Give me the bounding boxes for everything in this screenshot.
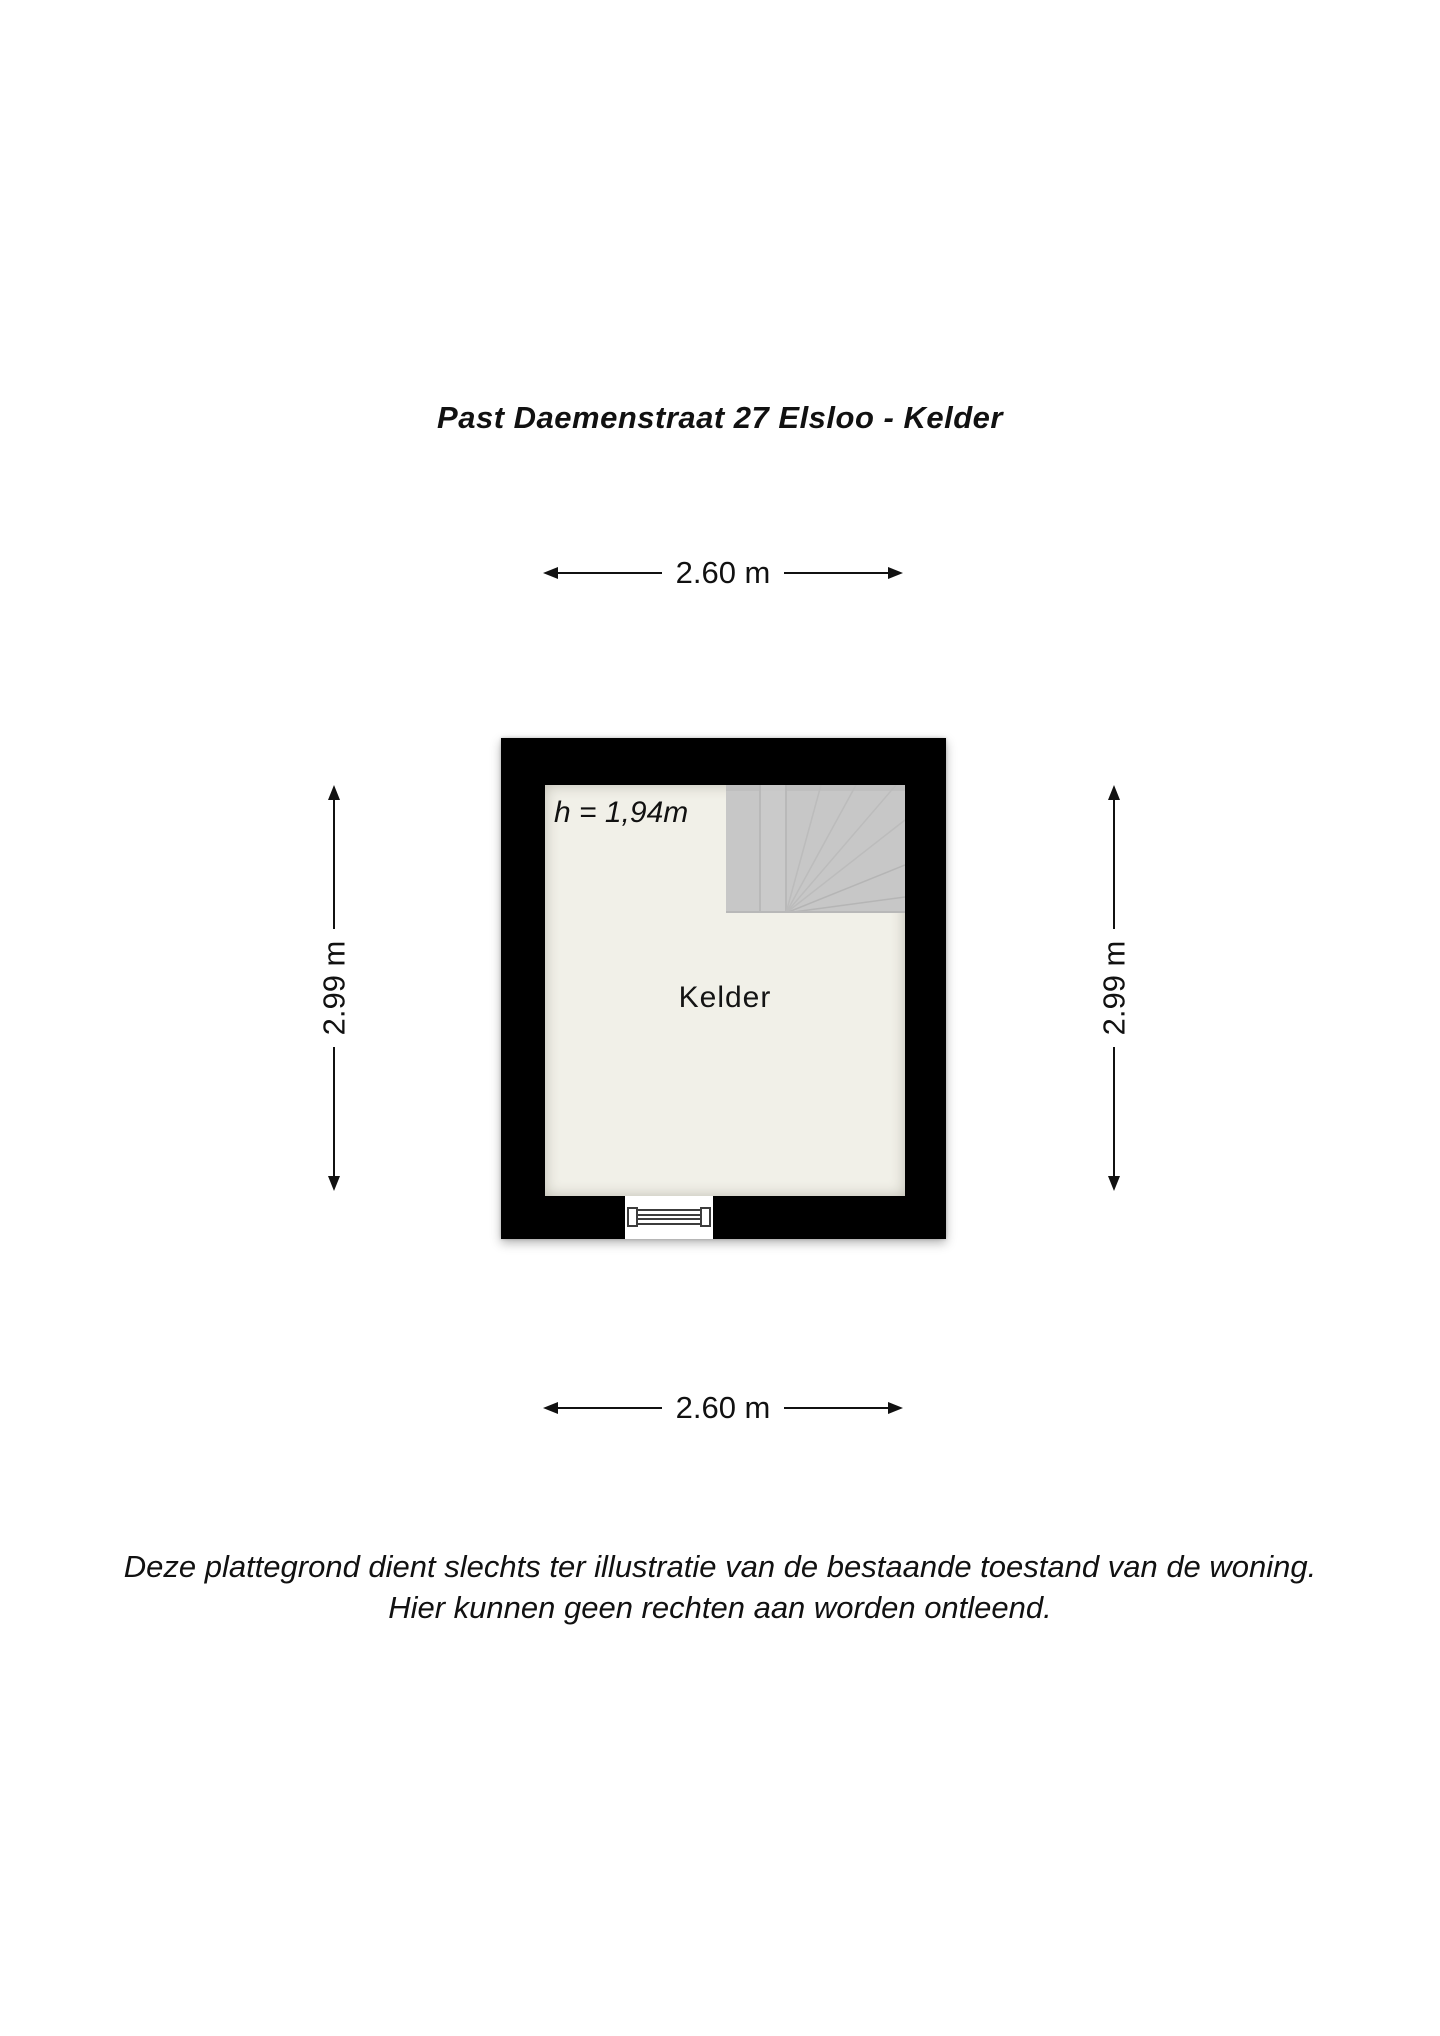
staircase-top-step — [726, 785, 905, 791]
staircase-tread — [760, 785, 786, 913]
disclaimer-line-2: Hier kunnen geen rechten aan worden ontleend. — [388, 1590, 1052, 1625]
dimension-line — [333, 800, 335, 929]
arrow-right-icon — [888, 567, 903, 579]
floorplan — [501, 738, 946, 1239]
dimension-top-label: 2.60 m — [675, 555, 771, 590]
dimension-left — [316, 785, 351, 1191]
ceiling-height-label: h = 1,94m — [554, 796, 689, 829]
dimension-bottom-label: 2.60 m — [675, 1390, 771, 1425]
dimension-right — [1096, 785, 1131, 1191]
window-frame-left — [627, 1207, 638, 1227]
dimension-left-label-box — [316, 929, 351, 1047]
disclaimer — [0, 1546, 1440, 1628]
arrow-down-icon — [328, 1176, 340, 1191]
dimension-line — [558, 1407, 662, 1409]
arrow-left-icon — [543, 567, 558, 579]
disclaimer-line-1: Deze plattegrond dient slechts ter illustratie van de bestaande toestand van de woning. — [123, 1549, 1317, 1584]
dimension-line — [1113, 800, 1115, 929]
window-glazing-line — [629, 1214, 709, 1216]
window-glazing-line — [629, 1218, 709, 1220]
basement-window — [625, 1196, 713, 1239]
window-glazing — [627, 1209, 711, 1225]
dimension-line — [558, 572, 662, 574]
dimension-top — [543, 555, 903, 590]
page-title: Past Daemenstraat 27 Elsloo - Kelder — [437, 400, 1003, 435]
window-frame-right — [700, 1207, 711, 1227]
dimension-line — [784, 572, 888, 574]
arrow-left-icon — [543, 1402, 558, 1414]
dimension-right-label: 2.99 m — [1096, 940, 1131, 1036]
arrow-down-icon — [1108, 1176, 1120, 1191]
room-label: Kelder — [678, 981, 772, 1014]
room-kelder — [545, 785, 905, 1196]
dimension-right-label-box — [1096, 929, 1131, 1047]
arrow-up-icon — [1108, 785, 1120, 800]
dimension-line — [1113, 1047, 1115, 1176]
staircase — [726, 785, 905, 913]
dimension-line — [784, 1407, 888, 1409]
arrow-up-icon — [328, 785, 340, 800]
staircase-edge — [726, 911, 905, 913]
dimension-left-label: 2.99 m — [316, 940, 351, 1036]
arrow-right-icon — [888, 1402, 903, 1414]
dimension-line — [333, 1047, 335, 1176]
dimension-bottom — [543, 1390, 903, 1425]
